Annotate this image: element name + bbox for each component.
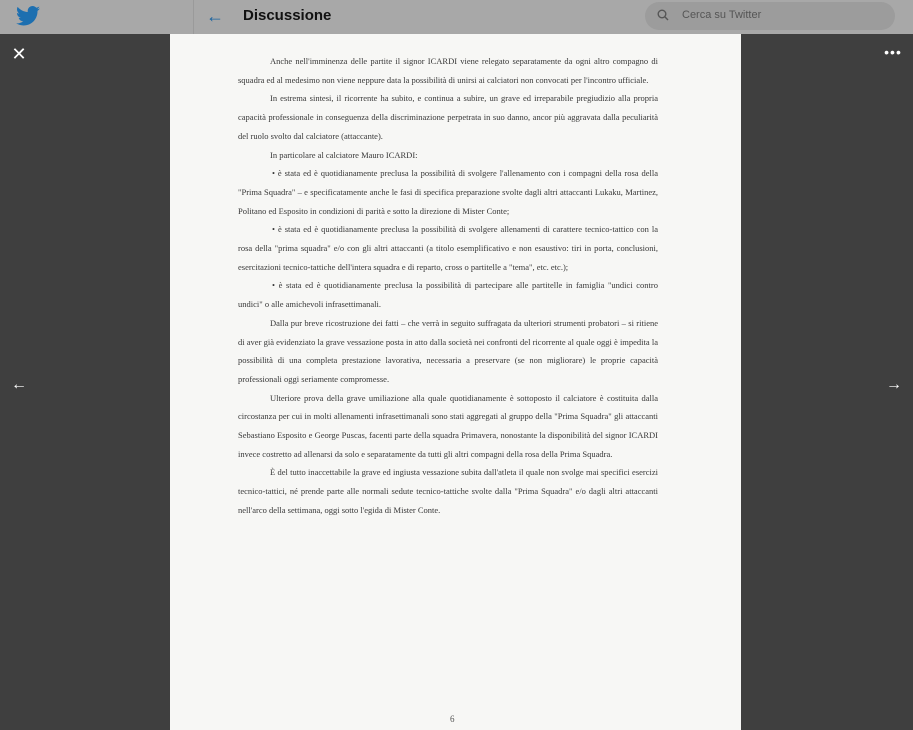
search-icon: [657, 9, 669, 21]
page-title: Discussione: [243, 7, 332, 24]
document-page: [170, 34, 741, 730]
more-icon[interactable]: •••: [884, 44, 902, 60]
close-icon[interactable]: ✕: [11, 44, 27, 64]
page-number: 6: [450, 714, 455, 724]
paragraph: Dalla pur breve ricostruzione dei fatti – che verrà in seguito suffragata da ulteriori strumenti probatori – si ritiene di aver già evidenziato la grave vessazione posta in atto dalla società nei confronti del ricorrente al quale oggi è impedita la possibilità di una completa prestazione lavorativa, necessaria a preservare (se non migliorare) le proprie capacità professionali oggi seriamente compromesse.: [238, 317, 658, 384]
top-bar: [0, 0, 913, 34]
document-body: [238, 52, 658, 520]
twitter-bird-icon[interactable]: [16, 5, 40, 27]
arrow-left-icon[interactable]: ←: [11, 376, 27, 393]
search-input[interactable]: Cerca su Twitter: [682, 9, 762, 21]
back-arrow-icon[interactable]: ←: [206, 6, 224, 26]
bullet-paragraph: • è stata ed è quotidianamente preclusa la possibilità di partecipare alle partitelle in famiglia "undici contro undici" o alle amichevoli infrasettimanali.: [238, 280, 658, 310]
paragraph: In particolare al calciatore Mauro ICARDI:: [270, 149, 418, 160]
bullet-paragraph: • è stata ed è quotidianamente preclusa la possibilità di svolgere allenamenti di carattere tecnico-tattico con la rosa della "prima squadra" e/o con gli altri attaccanti (a titolo esemplificativo e non esaustivo: tiri in porta, conclusioni, esercitazioni tecnico-tattiche dell'intera squadra e di reparto, cross o partitelle a "tema", etc. etc.);: [238, 224, 658, 272]
media-viewer: [0, 34, 913, 730]
arrow-right-icon[interactable]: →: [886, 376, 902, 393]
paragraph: È del tutto inaccettabile la grave ed ingiusta vessazione subita dall'atleta il quale non svolge mai specifici esercizi tecnico-tattici, né prende parte alle normali sedute tecnico-tattiche svolte dalla "Prima Squadra" e/o dagli altri attaccanti nell'arco della settimana, oggi sotto l'egida di Mister Conte.: [238, 467, 658, 515]
bullet-paragraph: • è stata ed è quotidianamente preclusa la possibilità di svolgere l'allenamento con i compagni della rosa della "Prima Squadra" – e specificatamente anche le fasi di specifica preparazione svolte dagli altri attaccanti Lukaku, Martinez, Politano ed Esposito in condizioni di parità e sotto la direzione di Mister Conte;: [238, 168, 658, 216]
search-box[interactable]: [645, 2, 895, 30]
left-column: [0, 0, 194, 34]
paragraph: Ulteriore prova della grave umiliazione alla quale quotidianamente è sottoposto il calciatore è costituita dalla circostanza per cui in molti allenamenti infrasettimanali sono stati aggregati al gruppo della "Prima Squadra" gli attaccanti Sebastiano Esposito e George Puscas, facenti parte della squadra Primavera, nonostante la disponibilità del signor ICARDI invece costretto ad allenarsi da solo e separatamente da tutti gli altri compagni della rosa della Prima Squadra.: [238, 392, 658, 459]
paragraph: In estrema sintesi, il ricorrente ha subito, e continua a subire, un grave ed irreparabile pregiudizio alla propria capacità professionale in conseguenza della discriminazione perpetrata in suo danno, ancor più aggravata dalla peculiarità del ruolo svolto dal calciatore (attaccante).: [238, 93, 658, 141]
paragraph: Anche nell'imminenza delle partite il signor ICARDI viene relegato separatamente da ogni altro compagno di squadra ed al medesimo non viene neppure data la possibilità di unirsi ai calciatori non convocati per l'incontro ufficiale.: [238, 56, 658, 85]
